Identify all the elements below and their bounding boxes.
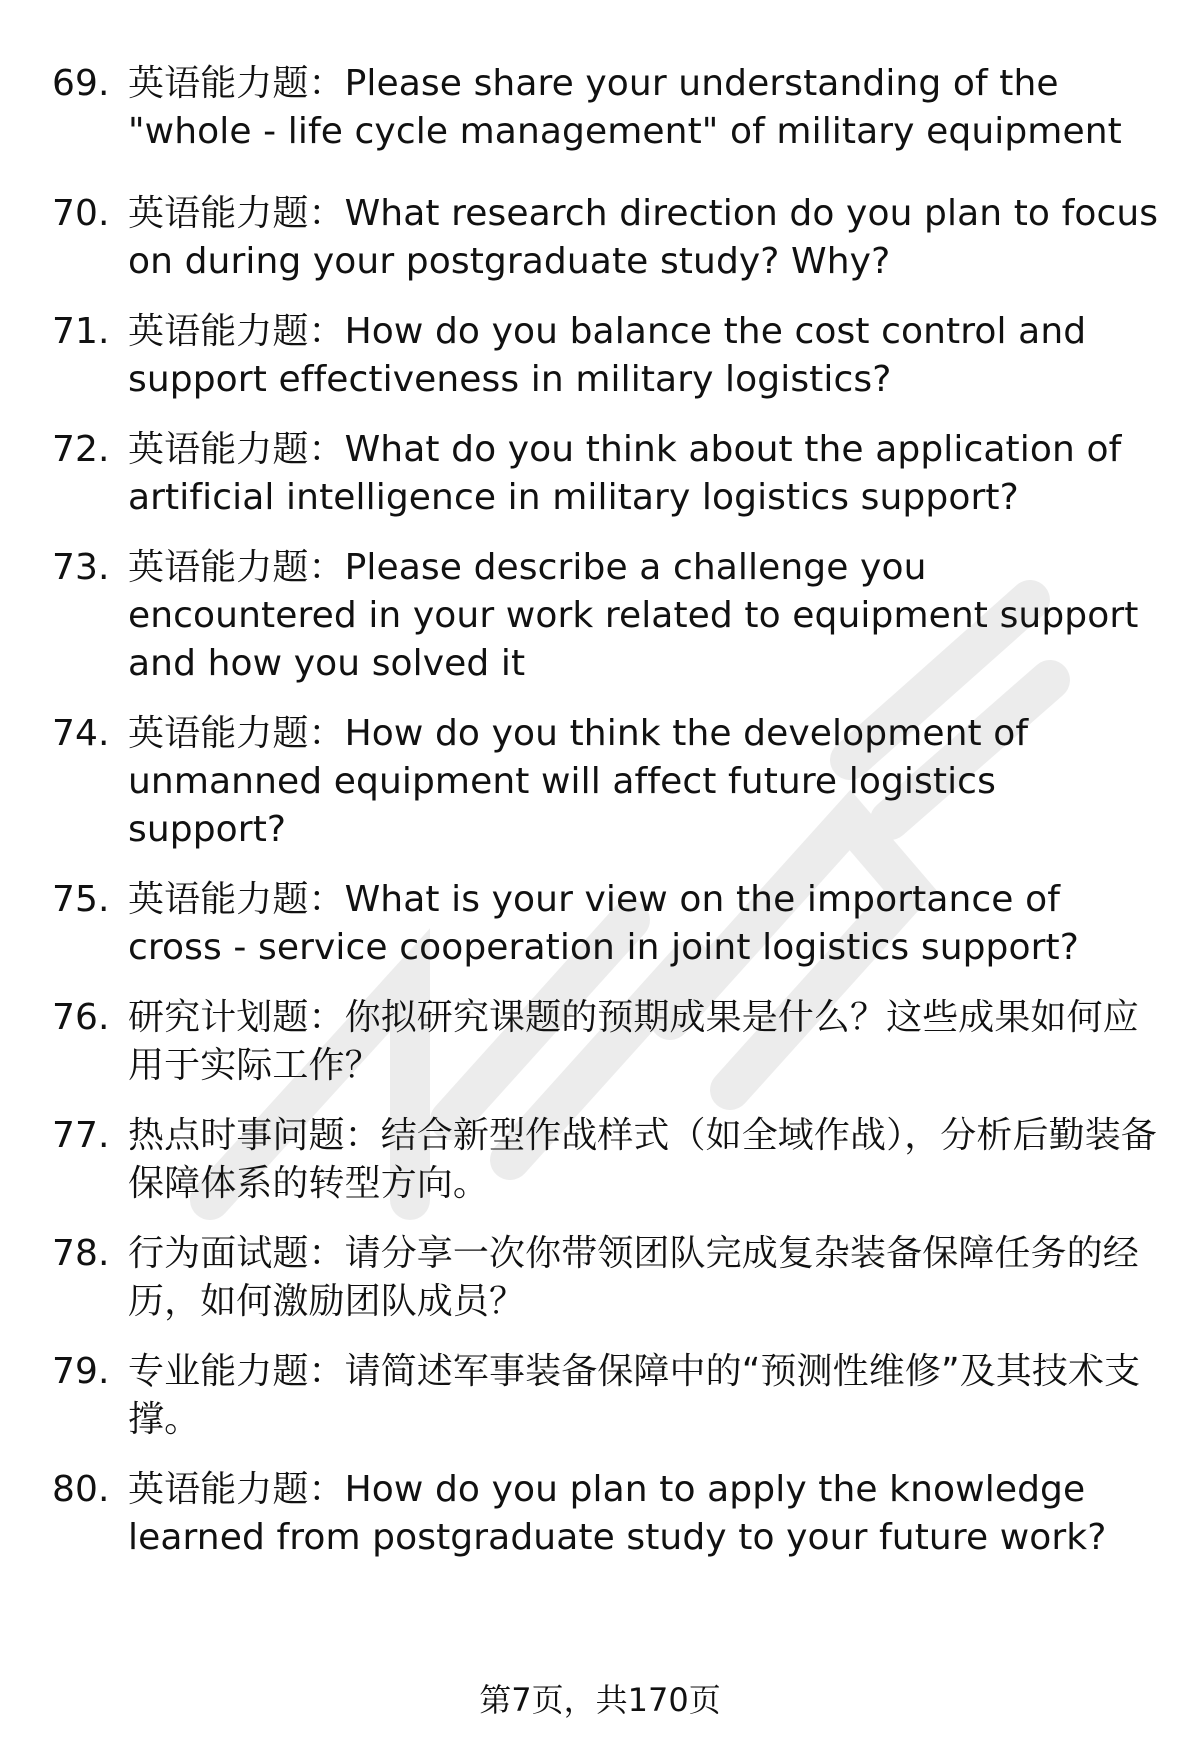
question-number: 69. [52,63,110,104]
question-text: 英语能力题：What is your view on the importance of cross - service cooperation in joint logistics support? [128,879,1079,968]
question-text: 研究计划题：你拟研究课题的预期成果是什么？这些成果如何应用于实际工作？ [128,997,1139,1086]
question-number: 70. [52,193,110,234]
question-text: 专业能力题：请简述军事装备保障中的“预测性维修”及其技术支撑。 [128,1351,1141,1440]
question-item-74 [0,710,1200,854]
question-item-77 [0,1112,1200,1208]
question-text: 英语能力题：How do you think the development of unmanned equipment will affect future logistics support? [128,713,1029,850]
question-text: 英语能力题：Please share your understanding of the "whole - life cycle management" of military equipment [128,63,1122,152]
question-text: 英语能力题：What research direction do you plan to focus on during your postgraduate study? Why? [128,193,1159,282]
question-list [0,60,1200,1562]
question-item-78 [0,1230,1200,1326]
question-item-80 [0,1466,1200,1562]
question-item-76 [0,994,1200,1090]
question-number: 74. [52,713,110,754]
question-number: 78. [52,1233,110,1274]
question-item-70 [0,190,1200,286]
question-number: 75. [52,879,110,920]
question-text: 英语能力题：Please describe a challenge you encountered in your work related to equipment support and how you solved it [128,547,1139,684]
question-number: 77. [52,1115,110,1156]
question-text: 英语能力题：How do you balance the cost control and support effectiveness in military logistics? [128,311,1087,400]
question-text: 行为面试题：请分享一次你带领团队完成复杂装备保障任务的经历，如何激励团队成员？ [128,1233,1139,1322]
question-item-75 [0,876,1200,972]
question-text: 英语能力题：How do you plan to apply the knowledge learned from postgraduate study to your future work? [128,1469,1107,1558]
question-item-72 [0,426,1200,522]
question-number: 80. [52,1469,110,1510]
question-item-69 [0,60,1200,156]
question-number: 76. [52,997,110,1038]
question-text: 热点时事问题：结合新型作战样式（如全域作战），分析后勤装备保障体系的转型方向。 [128,1115,1157,1204]
question-text: 英语能力题：What do you think about the application of artificial intelligence in military logistics support? [128,429,1122,518]
question-number: 72. [52,429,110,470]
question-item-73 [0,544,1200,688]
question-number: 71. [52,311,110,352]
question-number: 79. [52,1351,110,1392]
question-number: 73. [52,547,110,588]
page-number-footer: 第7页，共170页 [479,1681,721,1719]
question-item-79 [0,1348,1200,1444]
question-item-71 [0,308,1200,404]
